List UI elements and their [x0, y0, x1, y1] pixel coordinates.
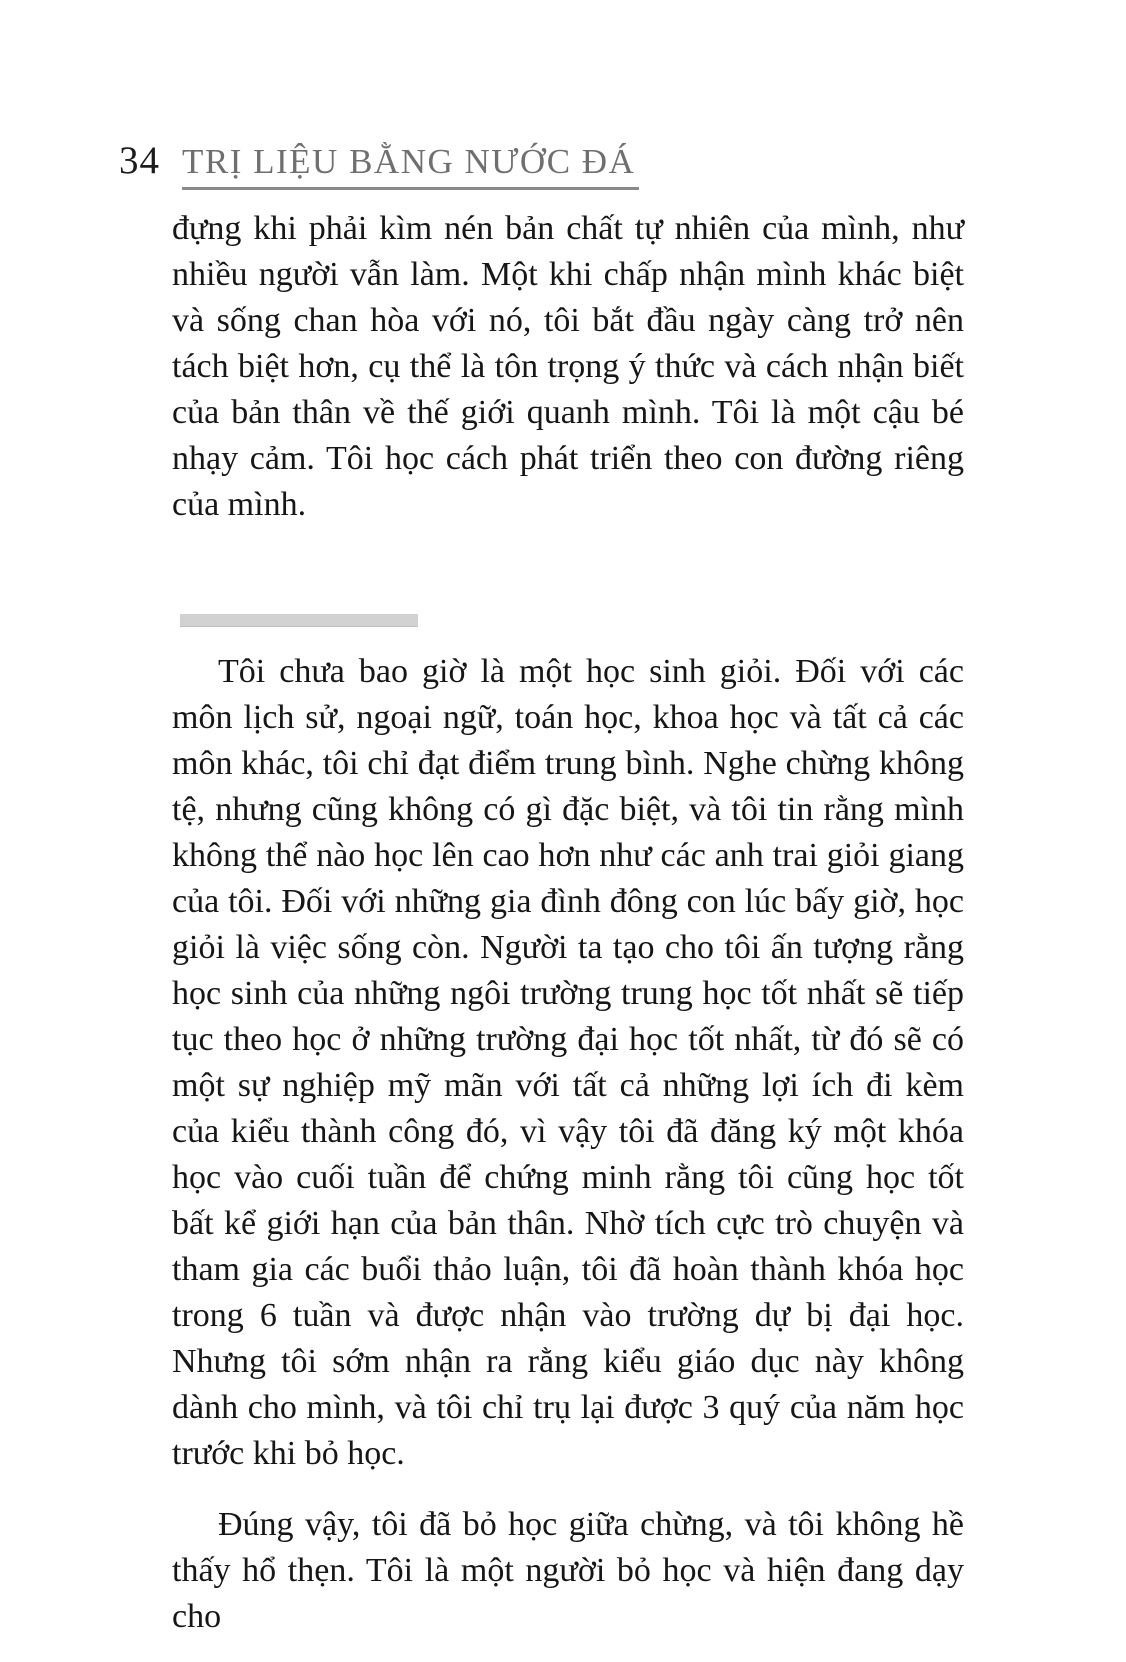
body-paragraph-3: Đúng vậy, tôi đã bỏ học giữa chừng, và tôi không hề thấy hổ thẹn. Tôi là một người bỏ học và hiện đang dạy cho: [172, 1506, 964, 1635]
section-break-bar: [180, 614, 418, 627]
spacer: [172, 1477, 964, 1502]
spacer: [172, 627, 964, 649]
page-number: 34: [119, 139, 160, 182]
body-paragraph-1: đựng khi phải kìm nén bản chất tự nhiên của mình, như nhiều người vẫn làm. Một khi chấp nhận mình khác biệt và sống chan hòa với nó, tôi bắt đầu ngày càng trở nên tách biệt hơn, cụ thể là tôn trọng ý thức và cách nhận biết của bản thân về thế giới quanh mình. Tôi là một cậu bé nhạy cảm. Tôi học cách phát triển theo con đường riêng của mình.: [172, 210, 964, 523]
page-body: [172, 206, 964, 1640]
body-paragraph-2: Tôi chưa bao giờ là một học sinh giỏi. Đối với các môn lịch sử, ngoại ngữ, toán học, khoa học và tất cả các môn khác, tôi chỉ đạt điểm trung bình. Nghe chừng không tệ, nhưng cũng không có gì đặc biệt, và tôi tin rằng mình không thể nào học lên cao hơn như các anh trai giỏi giang của tôi. Đối với những gia đình đông con lúc bấy giờ, học giỏi là việc sống còn. Người ta tạo cho tôi ấn tượng rằng học sinh của những ngôi trường trung học tốt nhất sẽ tiếp tục theo học ở những trường đại học tốt nhất, từ đó sẽ có một sự nghiệp mỹ mãn với tất cả những lợi ích đi kèm của kiểu thành công đó, vì vậy tôi đã đăng ký một khóa học vào cuối tuần để chứng minh rằng tôi cũng học tốt bất kể giới hạn của bản thân. Nhờ tích cực trò chuyện và tham gia các buổi thảo luận, tôi đã hoàn thành khóa học trong 6 tuần và được nhận vào trường dự bị đại học. Nhưng tôi sớm nhận ra rằng kiểu giáo dục này không dành cho mình, và tôi chỉ trụ lại được 3 quý của năm học trước khi bỏ học.: [172, 653, 964, 1472]
page-header: [119, 138, 639, 190]
running-title: TRỊ LIỆU BẰNG NƯỚC ĐÁ: [182, 142, 639, 190]
